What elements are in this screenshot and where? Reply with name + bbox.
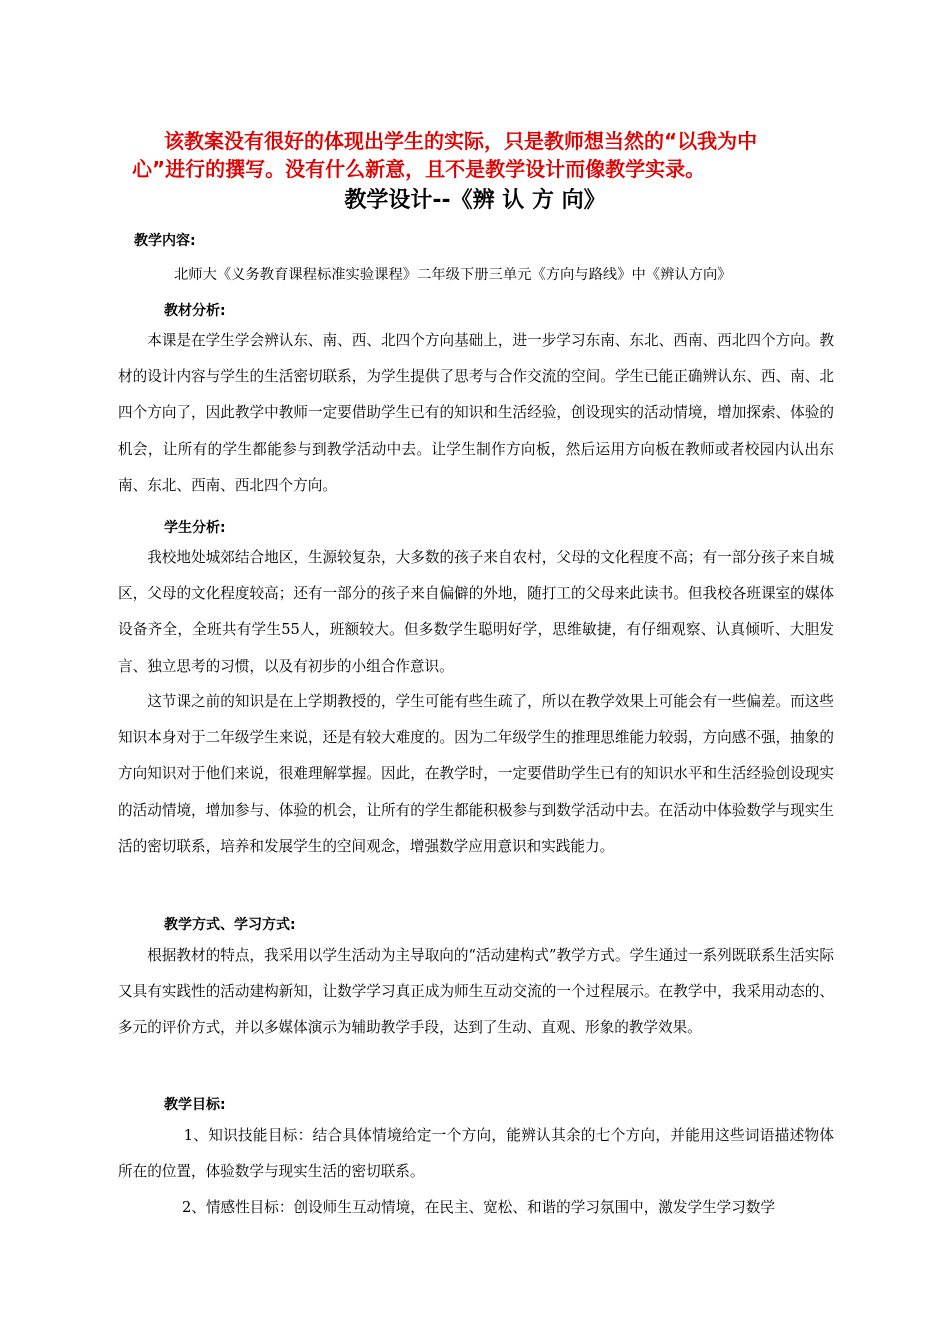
- student-analysis-text-2: 这节课之前的知识是在上学期教授的，学生可能有些生疏了，所以在教学效果上可能会有一些偏差。而这些知识本身对于二年级学生来说，还是有较大难度的。因为二年级学生的推理思维能力较弱，方向感不强，抽象的方向知识对于他们来说，很难理解掌握。因此，在教学时，一定要借助学生已有的知识水平和生活经验创设现实的活动情境，增加参与、体验的机会，让所有的学生都能积极参与到数学活动中去。在活动中体验数学与现实生活的密切联系，培养和发展学生的空间观念，增强数学应用意识和实践能力。: [118, 693, 834, 855]
- material-analysis-text: 本课是在学生学会辨认东、南、西、北四个方向基础上，进一步学习东南、东北、西南、西北四个方向。教材的设计内容与学生的生活密切联系，为学生提供了思考与合作交流的空间。学生已能正确辨认东、西、南、北四个方向了，因此教学中教师一定要借助学生已有的知识和生活经验，创设现实的活动情境，增加探索、体验的机会，让所有的学生都能参与到教学活动中去。让学生制作方向板，然后运用方向板在教师或者校园内认出东南、东北、西南、西北四个方向。: [118, 332, 834, 494]
- teaching-content-text: 北师大《义务教育课程标准实验课程》二年级下册三单元《方向与路线》中《辨认方向》: [174, 267, 732, 283]
- student-analysis-text-1: 我校地处城郊结合地区，生源较复杂，大多数的孩子来自农村，父母的文化程度不高；有一部分孩子来自城区，父母的文化程度较高；还有一部分的孩子来自偏僻的外地，随打工的父母来此读书。但我校各班课室的媒体设备齐全，全班共有学生55人，班额较大。但多数学生聪明好学，思维敏捷，有仔细观察、认真倾听、大胆发言、独立思考的习惯，以及有初步的小组合作意识。: [118, 549, 834, 675]
- heading-student-analysis: 学生分析:: [164, 520, 226, 536]
- review-comment-line-2: 心”进行的撰写。没有什么新意，且不是教学设计而像教学实录。: [132, 157, 706, 181]
- review-comment-line-1: 该教案没有很好的体现出学生的实际，只是教师想当然的“以我为中: [164, 129, 758, 153]
- heading-teaching-content: 教学内容:: [134, 233, 196, 249]
- review-comment: [132, 127, 832, 183]
- heading-teaching-goals: 教学目标:: [164, 1097, 226, 1113]
- heading-material-analysis: 教材分析:: [164, 303, 226, 319]
- document-title: 教学设计--《辨 认 方 向》: [344, 188, 606, 213]
- teaching-goal-1: 1、知识技能目标：结合具体情境给定一个方向，能辨认其余的七个方向，并能用这些词语描述物体所在的位置，体验数学与现实生活的密切联系。: [118, 1127, 834, 1181]
- teaching-method-text: 根据教材的特点，我采用以学生活动为主导取向的“活动建构式”教学方式。学生通过一系列既联系生活实际又具有实践性的活动建构新知，让数学学习真正成为师生互动交流的一个过程展示。在教学中，我采用动态的、多元的评价方式，并以多媒体演示为辅助教学手段，达到了生动、直观、形象的教学效果。: [118, 947, 834, 1037]
- heading-teaching-method: 教学方式、学习方式:: [164, 917, 296, 933]
- teaching-goal-2: 2、情感性目标：创设师生互动情境，在民主、宽松、和谐的学习氛围中，激发学生学习数学: [182, 1199, 776, 1216]
